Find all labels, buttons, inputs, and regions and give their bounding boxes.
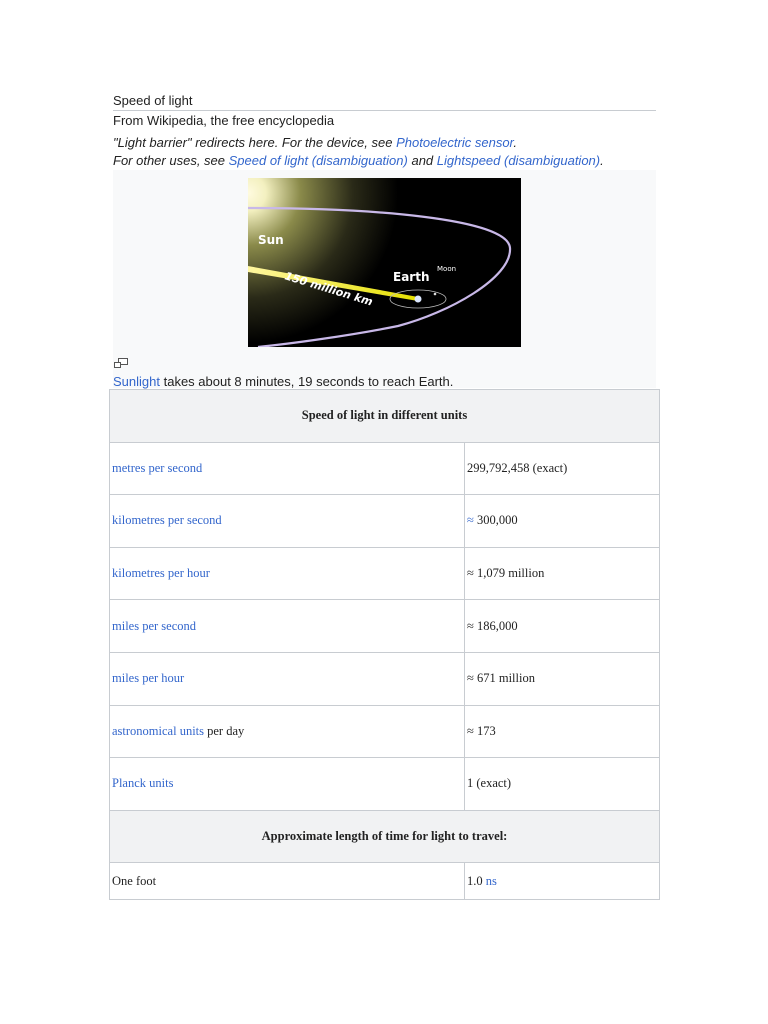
planck-units-link[interactable]: Planck units xyxy=(110,758,465,811)
table-header-row xyxy=(110,810,660,863)
moon-dot xyxy=(434,293,437,296)
table-row xyxy=(110,652,660,705)
travel-time-header: Approximate length of time for light to travel: xyxy=(110,810,660,863)
figure-caption xyxy=(113,373,453,390)
approx-link[interactable]: ≈ xyxy=(467,513,474,528)
metres-per-second-link[interactable]: metres per second xyxy=(110,442,465,495)
table-cell-value: ≈ 1,079 million xyxy=(465,547,660,600)
kilometres-per-hour-link[interactable]: kilometres per hour xyxy=(110,547,465,600)
table-cell-value: ≈ 173 xyxy=(465,705,660,758)
astronomical-units-link[interactable]: astronomical units xyxy=(112,723,204,738)
table-cell-value: ≈ 186,000 xyxy=(465,600,660,653)
kilometres-per-second-link[interactable]: kilometres per second xyxy=(110,495,465,548)
enlarge-icon[interactable] xyxy=(114,355,128,365)
speed-of-light-disambiguation-link[interactable]: Speed of light (disambiguation) xyxy=(228,153,408,168)
distance-label: 150 million km xyxy=(283,269,375,309)
table-row xyxy=(110,547,660,600)
hatnote-text: . xyxy=(600,153,604,168)
sun-earth-figure[interactable] xyxy=(248,178,521,347)
table-cell-value: 1 (exact) xyxy=(465,758,660,811)
miles-per-hour-link[interactable]: miles per hour xyxy=(110,652,465,705)
table-header-row xyxy=(110,390,660,443)
earth-label: Earth xyxy=(393,270,430,284)
table-row xyxy=(110,495,660,548)
hatnote-text: For other uses, see xyxy=(113,153,229,168)
hatnote-text: . xyxy=(513,135,518,150)
sunlight-link[interactable]: Sunlight xyxy=(113,374,160,389)
table-row xyxy=(110,600,660,653)
miles-per-second-link[interactable]: miles per second xyxy=(110,600,465,653)
unit-suffix: per day xyxy=(204,723,245,738)
hatnote-text: "Light barrier" redirects here. For the device, see xyxy=(113,135,397,150)
lightspeed-disambiguation-link[interactable]: Lightspeed (disambiguation) xyxy=(436,153,601,168)
table-cell-value xyxy=(465,863,660,900)
table-row xyxy=(110,442,660,495)
table-cell-unit xyxy=(110,705,465,758)
table-row xyxy=(110,705,660,758)
hatnote-text: and xyxy=(407,153,437,168)
sun-label: Sun xyxy=(258,233,284,247)
travel-distance-label: One foot xyxy=(110,863,465,900)
table-cell-value: ≈ 671 million xyxy=(465,652,660,705)
moon-label: Moon xyxy=(437,265,457,273)
table-row xyxy=(110,758,660,811)
photoelectric-sensor-link[interactable]: Photoelectric sensor xyxy=(396,135,514,150)
nanosecond-link[interactable]: ns xyxy=(485,873,497,888)
table-header: Speed of light in different units xyxy=(110,390,660,443)
earth-dot xyxy=(415,296,422,303)
speed-units-table xyxy=(109,389,660,900)
table-row xyxy=(110,863,660,900)
page-subtitle: From Wikipedia, the free encyclopedia xyxy=(113,113,335,128)
hatnote-other-uses xyxy=(113,152,604,169)
table-cell-value: 299,792,458 (exact) xyxy=(465,442,660,495)
value-text: 300,000 xyxy=(473,513,518,528)
hatnote-light-barrier xyxy=(113,134,517,151)
page-title: Speed of light xyxy=(113,93,656,111)
caption-text: takes about 8 minutes, 19 seconds to reach Earth. xyxy=(159,374,454,389)
table-cell-value xyxy=(465,495,660,548)
value-text: 1.0 xyxy=(467,873,486,888)
